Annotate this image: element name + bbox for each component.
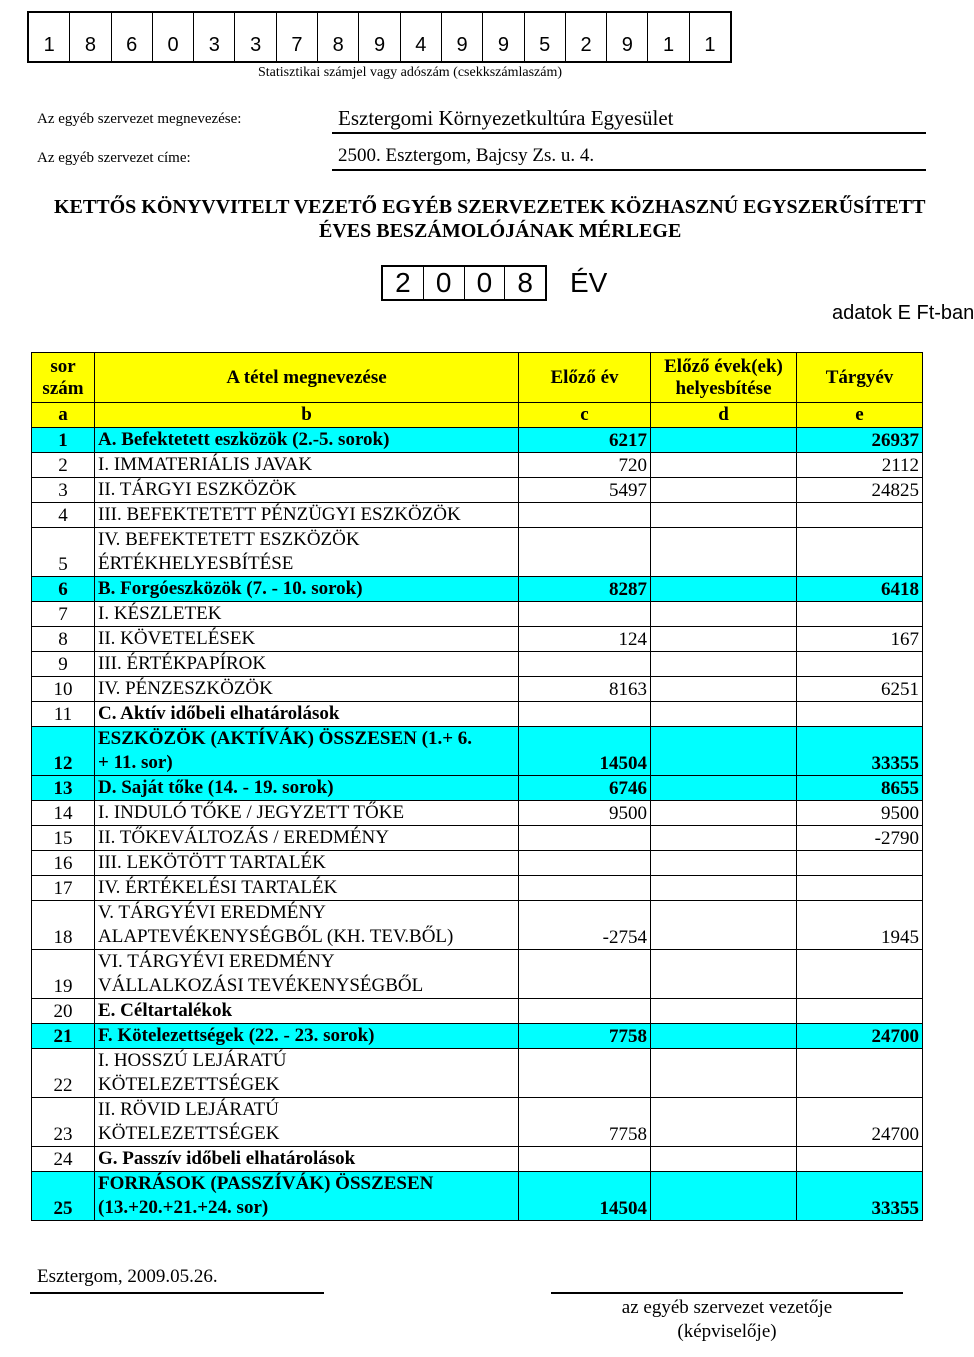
row-item-name bbox=[95, 577, 519, 602]
year-digit: 0 bbox=[465, 267, 506, 299]
row-adjustment bbox=[651, 478, 797, 503]
tax-id-digit: 9 bbox=[442, 13, 483, 61]
table-row bbox=[32, 950, 923, 999]
row-item-name bbox=[95, 950, 519, 999]
row-prev-year: 14504 bbox=[519, 727, 651, 776]
row-current-year bbox=[797, 652, 923, 677]
table-row bbox=[32, 652, 923, 677]
row-item-name bbox=[95, 1147, 519, 1172]
row-adjustment bbox=[651, 826, 797, 851]
row-item-name-line: V. TÁRGYÉVI EREDMÉNY bbox=[98, 902, 326, 923]
row-item-name bbox=[95, 453, 519, 478]
tax-id-digit: 8 bbox=[70, 13, 111, 61]
row-prev-year: 14504 bbox=[519, 1172, 651, 1221]
header-item-name: A tétel megnevezése bbox=[95, 353, 519, 403]
row-current-year: 24825 bbox=[797, 478, 923, 503]
row-item-name bbox=[95, 627, 519, 652]
signature-caption-sub: (képviselője) bbox=[677, 1321, 777, 1342]
row-item-name-line: IV. PÉNZESZKÖZÖK bbox=[98, 678, 273, 699]
row-number: 6 bbox=[32, 577, 95, 602]
tax-id-boxes bbox=[27, 11, 732, 63]
row-adjustment bbox=[651, 727, 797, 776]
row-current-year bbox=[797, 528, 923, 577]
row-current-year: 167 bbox=[797, 627, 923, 652]
tax-id-digit: 9 bbox=[483, 13, 524, 61]
table-row bbox=[32, 602, 923, 627]
row-current-year: 26937 bbox=[797, 428, 923, 453]
row-item-name-line: E. Céltartalékok bbox=[98, 1000, 233, 1021]
row-item-name-line: IV. BEFEKTETETT ESZKÖZÖK bbox=[98, 529, 360, 550]
row-item-name-line: + 11. sor) bbox=[98, 752, 173, 773]
row-item-name-line: ALAPTEVÉKENYSÉGBŐL (KH. TEV.BŐL) bbox=[98, 926, 454, 947]
row-number: 4 bbox=[32, 503, 95, 528]
row-current-year bbox=[797, 999, 923, 1024]
row-prev-year bbox=[519, 851, 651, 876]
row-item-name bbox=[95, 826, 519, 851]
row-item-name bbox=[95, 776, 519, 801]
table-row bbox=[32, 702, 923, 727]
row-adjustment bbox=[651, 801, 797, 826]
row-item-name-line: D. Saját tőke (14. - 19. sorok) bbox=[98, 777, 334, 798]
table-row bbox=[32, 528, 923, 577]
tax-id-digit: 0 bbox=[153, 13, 194, 61]
row-adjustment bbox=[651, 999, 797, 1024]
row-number: 7 bbox=[32, 602, 95, 627]
tax-id-digit: 1 bbox=[648, 13, 689, 61]
row-current-year: 6251 bbox=[797, 677, 923, 702]
row-item-name bbox=[95, 999, 519, 1024]
row-number: 5 bbox=[32, 528, 95, 577]
row-prev-year: 5497 bbox=[519, 478, 651, 503]
row-current-year bbox=[797, 602, 923, 627]
tax-id-digit: 9 bbox=[359, 13, 400, 61]
balance-sheet-table bbox=[31, 352, 923, 1221]
row-adjustment bbox=[651, 876, 797, 901]
row-adjustment bbox=[651, 1024, 797, 1049]
row-adjustment bbox=[651, 901, 797, 950]
row-current-year bbox=[797, 503, 923, 528]
place-date: Esztergom, 2009.05.26. bbox=[37, 1266, 218, 1287]
row-number: 18 bbox=[32, 901, 95, 950]
header-prev-year: Előző év bbox=[519, 353, 651, 403]
tax-id-caption: Statisztikai számjel vagy adószám (csekkszámlaszám) bbox=[258, 65, 563, 80]
row-prev-year: 8163 bbox=[519, 677, 651, 702]
tax-id-digit: 1 bbox=[704, 34, 716, 56]
tax-id-digit: 3 bbox=[194, 13, 235, 61]
tax-id-digit: 3 bbox=[235, 13, 276, 61]
table-row bbox=[32, 577, 923, 602]
tax-id-digit: 6 bbox=[112, 13, 153, 61]
row-item-name-line: I. INDULÓ TŐKE / JEGYZETT TŐKE bbox=[98, 802, 405, 823]
row-current-year: 33355 bbox=[797, 727, 923, 776]
row-item-name-line: VI. TÁRGYÉVI EREDMÉNY bbox=[98, 951, 335, 972]
row-item-name-line: VÁLLALKOZÁSI TEVÉKENYSÉGBŐL bbox=[98, 975, 424, 996]
row-number: 24 bbox=[32, 1147, 95, 1172]
row-current-year bbox=[797, 1147, 923, 1172]
letter-b: b bbox=[95, 403, 519, 428]
unit-note: adatok E Ft-ban bbox=[832, 302, 974, 324]
row-prev-year: 9500 bbox=[519, 801, 651, 826]
row-number: 23 bbox=[32, 1098, 95, 1147]
letter-e: e bbox=[797, 403, 923, 428]
row-number: 10 bbox=[32, 677, 95, 702]
row-number: 17 bbox=[32, 876, 95, 901]
table-row bbox=[32, 801, 923, 826]
row-prev-year bbox=[519, 826, 651, 851]
table-row bbox=[32, 901, 923, 950]
table-row bbox=[32, 503, 923, 528]
tax-id-digit: 8 bbox=[318, 13, 359, 61]
org-address-label: Az egyéb szervezet címe: bbox=[37, 150, 191, 166]
row-item-name-line: I. HOSSZÚ LEJÁRATÚ bbox=[98, 1050, 287, 1071]
row-prev-year bbox=[519, 999, 651, 1024]
year-boxes bbox=[381, 265, 547, 301]
table-header-row bbox=[32, 353, 923, 403]
row-prev-year: -2754 bbox=[519, 901, 651, 950]
report-title-line1: KETTŐS KÖNYVVITELT VEZETŐ EGYÉB SZERVEZETEK KÖZHASZNÚ EGYSZERŰSÍTETT bbox=[54, 196, 926, 218]
row-item-name-line: II. TŐKEVÁLTOZÁS / EREDMÉNY bbox=[98, 827, 389, 848]
row-item-name bbox=[95, 652, 519, 677]
row-prev-year: 7758 bbox=[519, 1024, 651, 1049]
year-digit: 2 bbox=[383, 267, 424, 299]
table-row bbox=[32, 851, 923, 876]
row-prev-year bbox=[519, 1147, 651, 1172]
row-item-name bbox=[95, 901, 519, 950]
row-item-name bbox=[95, 1172, 519, 1221]
row-item-name bbox=[95, 528, 519, 577]
table-row bbox=[32, 1098, 923, 1147]
table-row bbox=[32, 627, 923, 652]
row-adjustment bbox=[651, 950, 797, 999]
row-item-name bbox=[95, 851, 519, 876]
table-row bbox=[32, 1147, 923, 1172]
row-number: 3 bbox=[32, 478, 95, 503]
row-adjustment bbox=[651, 453, 797, 478]
row-number: 12 bbox=[32, 727, 95, 776]
year-suffix: ÉV bbox=[570, 267, 608, 298]
row-item-name bbox=[95, 428, 519, 453]
table-row bbox=[32, 826, 923, 851]
row-item-name bbox=[95, 503, 519, 528]
row-prev-year bbox=[519, 876, 651, 901]
row-number: 8 bbox=[32, 627, 95, 652]
table-row bbox=[32, 727, 923, 776]
row-adjustment bbox=[651, 1098, 797, 1147]
row-current-year bbox=[797, 950, 923, 999]
row-number: 9 bbox=[32, 652, 95, 677]
row-adjustment bbox=[651, 1049, 797, 1098]
table-row bbox=[32, 677, 923, 702]
row-item-name bbox=[95, 478, 519, 503]
row-item-name-line: A. Befektetett eszközök (2.-5. sorok) bbox=[98, 429, 390, 450]
header-adjustment: Előző évek(ek) helyesbítése bbox=[651, 353, 797, 403]
row-adjustment bbox=[651, 1147, 797, 1172]
row-item-name-line: III. LEKÖTÖTT TARTALÉK bbox=[98, 852, 326, 873]
row-item-name-line: ESZKÖZÖK (AKTÍVÁK) ÖSSZESEN (1.+ 6. bbox=[98, 728, 473, 749]
row-adjustment bbox=[651, 851, 797, 876]
table-row bbox=[32, 776, 923, 801]
tax-id-digit: 9 bbox=[607, 13, 648, 61]
letter-d: d bbox=[651, 403, 797, 428]
org-name-label: Az egyéb szervezet megnevezése: bbox=[37, 111, 242, 127]
row-adjustment bbox=[651, 776, 797, 801]
row-number: 19 bbox=[32, 950, 95, 999]
row-item-name bbox=[95, 602, 519, 627]
row-adjustment bbox=[651, 1172, 797, 1221]
row-current-year: 2112 bbox=[797, 453, 923, 478]
row-prev-year bbox=[519, 602, 651, 627]
row-item-name-line: IV. ÉRTÉKELÉSI TARTALÉK bbox=[98, 877, 338, 898]
header-current-year: Tárgyév bbox=[797, 353, 923, 403]
row-prev-year: 124 bbox=[519, 627, 651, 652]
row-current-year: 33355 bbox=[797, 1172, 923, 1221]
org-name-value: Esztergomi Környezetkultúra Egyesület bbox=[332, 106, 926, 134]
date-underline bbox=[30, 1292, 324, 1294]
row-adjustment bbox=[651, 677, 797, 702]
row-current-year bbox=[797, 1049, 923, 1098]
row-adjustment bbox=[651, 528, 797, 577]
row-adjustment bbox=[651, 503, 797, 528]
table-row bbox=[32, 428, 923, 453]
row-item-name-line: F. Kötelezettségek (22. - 23. sorok) bbox=[98, 1025, 375, 1046]
row-prev-year: 8287 bbox=[519, 577, 651, 602]
table-row bbox=[32, 478, 923, 503]
row-prev-year: 6217 bbox=[519, 428, 651, 453]
table-row bbox=[32, 876, 923, 901]
row-item-name-line: FORRÁSOK (PASSZÍVÁK) ÖSSZESEN bbox=[98, 1173, 434, 1194]
row-number: 25 bbox=[32, 1172, 95, 1221]
row-prev-year bbox=[519, 950, 651, 999]
row-item-name bbox=[95, 677, 519, 702]
row-item-name-line: III. ÉRTÉKPAPÍROK bbox=[98, 653, 267, 674]
row-item-name bbox=[95, 727, 519, 776]
tax-id-digit: 5 bbox=[525, 13, 566, 61]
row-prev-year: 7758 bbox=[519, 1098, 651, 1147]
table-letter-row bbox=[32, 403, 923, 428]
row-number: 1 bbox=[32, 428, 95, 453]
row-item-name bbox=[95, 801, 519, 826]
signature-caption: az egyéb szervezet vezetője bbox=[621, 1297, 833, 1318]
tax-id-digit: 2 bbox=[566, 13, 607, 61]
row-number: 2 bbox=[32, 453, 95, 478]
row-current-year: 1945 bbox=[797, 901, 923, 950]
table-row bbox=[32, 1172, 923, 1221]
row-item-name-line: I. KÉSZLETEK bbox=[98, 603, 222, 624]
letter-a: a bbox=[32, 403, 95, 428]
year-digit: 0 bbox=[424, 267, 465, 299]
tax-id-digit: 7 bbox=[277, 13, 318, 61]
tax-id-digit: 4 bbox=[401, 13, 442, 61]
row-current-year: 6418 bbox=[797, 577, 923, 602]
row-adjustment bbox=[651, 428, 797, 453]
row-item-name-line: III. BEFEKTETETT PÉNZÜGYI ESZKÖZÖK bbox=[98, 504, 461, 525]
row-adjustment bbox=[651, 602, 797, 627]
tax-id-digit: 1 bbox=[29, 13, 70, 61]
table-row bbox=[32, 999, 923, 1024]
row-current-year bbox=[797, 851, 923, 876]
row-item-name bbox=[95, 1098, 519, 1147]
row-prev-year bbox=[519, 503, 651, 528]
table-row bbox=[32, 1024, 923, 1049]
row-current-year: 9500 bbox=[797, 801, 923, 826]
row-prev-year bbox=[519, 528, 651, 577]
table-row bbox=[32, 1049, 923, 1098]
letter-c: c bbox=[519, 403, 651, 428]
row-number: 22 bbox=[32, 1049, 95, 1098]
row-item-name-line: KÖTELEZETTSÉGEK bbox=[98, 1074, 280, 1095]
row-number: 21 bbox=[32, 1024, 95, 1049]
row-item-name bbox=[95, 1049, 519, 1098]
row-number: 16 bbox=[32, 851, 95, 876]
signature-line bbox=[551, 1292, 903, 1294]
row-current-year bbox=[797, 702, 923, 727]
row-item-name-line: II. TÁRGYI ESZKÖZÖK bbox=[98, 479, 297, 500]
row-item-name-line: II. KÖVETELÉSEK bbox=[98, 628, 256, 649]
row-number: 15 bbox=[32, 826, 95, 851]
row-current-year: 24700 bbox=[797, 1024, 923, 1049]
row-current-year bbox=[797, 876, 923, 901]
row-prev-year: 720 bbox=[519, 453, 651, 478]
row-adjustment bbox=[651, 627, 797, 652]
row-adjustment bbox=[651, 577, 797, 602]
row-number: 11 bbox=[32, 702, 95, 727]
row-adjustment bbox=[651, 702, 797, 727]
org-address-value: 2500. Esztergom, Bajcsy Zs. u. 4. bbox=[332, 145, 926, 171]
row-item-name bbox=[95, 876, 519, 901]
row-item-name-line: (13.+20.+21.+24. sor) bbox=[98, 1197, 269, 1218]
row-number: 14 bbox=[32, 801, 95, 826]
table-row bbox=[32, 453, 923, 478]
row-item-name bbox=[95, 1024, 519, 1049]
report-title-line2: ÉVES BESZÁMOLÓJÁNAK MÉRLEGE bbox=[319, 220, 682, 242]
row-prev-year bbox=[519, 1049, 651, 1098]
year-digit: 8 bbox=[517, 267, 533, 298]
row-item-name-line: KÖTELEZETTSÉGEK bbox=[98, 1123, 280, 1144]
row-prev-year bbox=[519, 652, 651, 677]
row-item-name bbox=[95, 702, 519, 727]
row-item-name-line: II. RÖVID LEJÁRATÚ bbox=[98, 1099, 280, 1120]
row-prev-year bbox=[519, 702, 651, 727]
header-sor-szam: sor szám bbox=[32, 353, 95, 403]
row-number: 20 bbox=[32, 999, 95, 1024]
row-number: 13 bbox=[32, 776, 95, 801]
row-item-name-line: C. Aktív időbeli elhatárolások bbox=[98, 703, 340, 724]
table-body bbox=[32, 428, 923, 1221]
row-current-year: 24700 bbox=[797, 1098, 923, 1147]
row-item-name-line: B. Forgóeszközök (7. - 10. sorok) bbox=[98, 578, 363, 599]
row-item-name-line: G. Passzív időbeli elhatárolások bbox=[98, 1148, 356, 1169]
row-current-year: -2790 bbox=[797, 826, 923, 851]
row-item-name-line: I. IMMATERIÁLIS JAVAK bbox=[98, 454, 313, 475]
row-current-year: 8655 bbox=[797, 776, 923, 801]
row-adjustment bbox=[651, 652, 797, 677]
row-prev-year: 6746 bbox=[519, 776, 651, 801]
row-item-name-line: ÉRTÉKHELYESBÍTÉSE bbox=[98, 553, 294, 574]
